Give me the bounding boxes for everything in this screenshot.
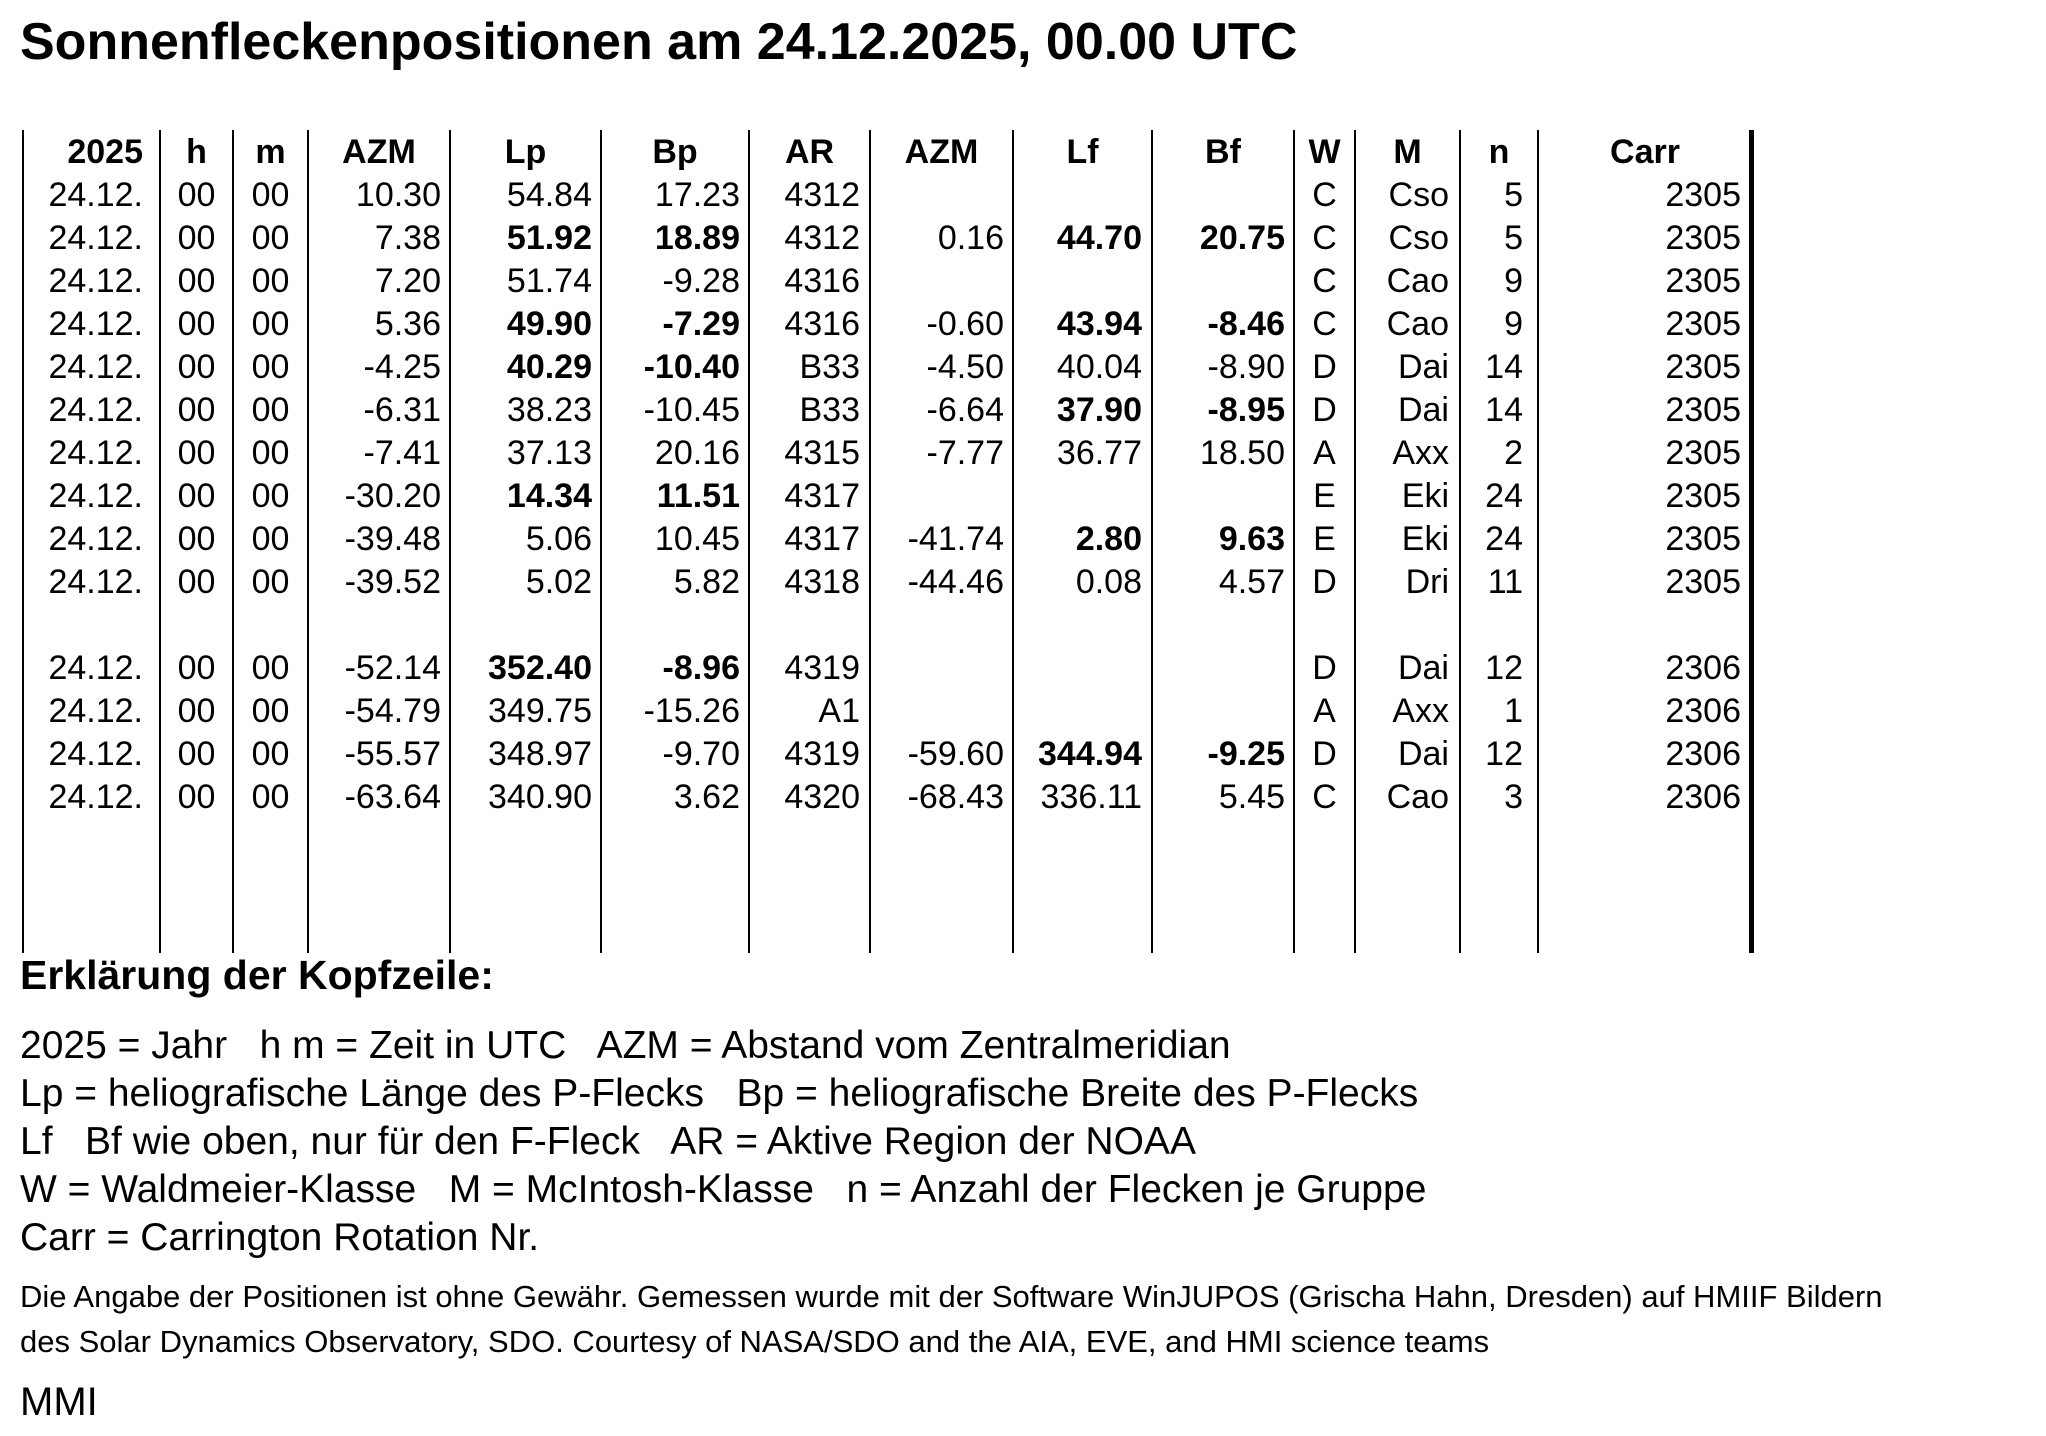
table-cell: 0.16 <box>937 219 1004 257</box>
table-cell: 10.30 <box>355 176 441 214</box>
table-cell: 4319 <box>784 735 860 773</box>
column-header: n <box>1488 133 1510 171</box>
table-cell: 5 <box>1504 219 1523 257</box>
sunspot-position-table <box>22 130 1756 953</box>
table-cell: 1 <box>1504 692 1523 730</box>
column-header: m <box>255 133 286 171</box>
table-cell: 4315 <box>784 434 860 472</box>
table-cell: E <box>1313 520 1336 558</box>
column-header: W <box>1308 133 1341 171</box>
table-cell: 17.23 <box>654 176 740 214</box>
table-cell: 00 <box>251 649 290 687</box>
table-cell: 00 <box>177 262 216 300</box>
table-cell: D <box>1312 391 1337 429</box>
signature: MMI <box>20 1380 98 1424</box>
legend-lines <box>20 1022 1426 1262</box>
table-row <box>22 647 1756 690</box>
table-cell: -44.46 <box>907 563 1004 601</box>
column-header: Bf <box>1205 133 1241 171</box>
table-cell <box>1152 260 1294 303</box>
table-cell: 24 <box>1485 477 1523 515</box>
column-divider <box>1537 130 1539 953</box>
table-cell: 00 <box>251 778 290 816</box>
column-header: Bp <box>652 133 698 171</box>
table-cell: C <box>1312 305 1337 343</box>
table-cell: 5.45 <box>1218 778 1285 816</box>
column-divider <box>449 130 451 953</box>
table-cell: -39.48 <box>344 520 441 558</box>
column-header: 2025 <box>67 133 143 171</box>
table-cell: Dai <box>1397 649 1449 687</box>
table-cell: Cso <box>1388 176 1449 214</box>
table-cell: 2305 <box>1665 219 1741 257</box>
table-cell: -9.28 <box>662 262 740 300</box>
table-cell: 24.12. <box>48 692 143 730</box>
table-cell: 2305 <box>1665 477 1741 515</box>
table-cell: 4319 <box>784 649 860 687</box>
column-header: AZM <box>342 133 416 171</box>
column-divider <box>600 130 602 953</box>
table-cell: -30.20 <box>344 477 441 515</box>
table-row <box>22 346 1756 389</box>
table-cell: 349.75 <box>488 692 592 730</box>
table-cell: 24.12. <box>48 305 143 343</box>
table-cell: Cao <box>1386 778 1449 816</box>
table-cell: -10.45 <box>643 391 740 429</box>
table-row <box>22 174 1756 217</box>
table-cell: A1 <box>818 692 860 730</box>
table-cell: 12 <box>1485 735 1523 773</box>
table-cell: 43.94 <box>1056 305 1142 343</box>
table-cell: 24.12. <box>48 262 143 300</box>
table-cell: 7.20 <box>374 262 441 300</box>
table-cell: 4317 <box>784 520 860 558</box>
table-cell: 00 <box>177 434 216 472</box>
table-cell: Dai <box>1397 391 1449 429</box>
table-cell: 24.12. <box>48 477 143 515</box>
table-cell: -41.74 <box>907 520 1004 558</box>
header-row <box>22 130 1756 174</box>
column-divider <box>1293 130 1295 953</box>
table-cell <box>1013 475 1152 518</box>
table-cell: 00 <box>177 692 216 730</box>
table-cell: 2306 <box>1665 692 1741 730</box>
disclaimer-line: des Solar Dynamics Observatory, SDO. Courtesy of NASA/SDO and the AIA, EVE, and HMI science teams <box>20 1324 1490 1359</box>
table-cell: 9.63 <box>1218 520 1285 558</box>
table-cell: 00 <box>177 176 216 214</box>
table-cell: 7.38 <box>374 219 441 257</box>
table-cell: 4317 <box>784 477 860 515</box>
column-divider <box>159 130 161 953</box>
table-cell: 00 <box>251 305 290 343</box>
table-right-border <box>1749 130 1754 953</box>
table-cell: 00 <box>251 391 290 429</box>
table-cell: 344.94 <box>1038 735 1142 773</box>
table-cell: C <box>1312 262 1337 300</box>
table-cell: 2305 <box>1665 305 1741 343</box>
table-cell: 00 <box>177 477 216 515</box>
column-header: Carr <box>1610 133 1680 171</box>
table-cell: 00 <box>177 305 216 343</box>
table-cell: 2305 <box>1665 176 1741 214</box>
table-cell: 00 <box>251 477 290 515</box>
table-cell: 00 <box>177 520 216 558</box>
legend-line: Lp = heliografische Länge des P-Flecks Bp = heliografische Breite des P-Flecks <box>20 1072 1419 1115</box>
table-cell: -7.77 <box>926 434 1004 472</box>
table-cell: 2305 <box>1665 348 1741 386</box>
table-cell: 51.74 <box>506 262 592 300</box>
table-cell: 00 <box>177 649 216 687</box>
table-cell: 2306 <box>1665 649 1741 687</box>
table-cell: 18.89 <box>654 219 740 257</box>
table-cell: 24.12. <box>48 649 143 687</box>
table-cell: 2305 <box>1665 262 1741 300</box>
column-divider <box>22 130 24 953</box>
table-cell: 00 <box>251 348 290 386</box>
table-cell: 24.12. <box>48 563 143 601</box>
legend-line: Lf Bf wie oben, nur für den F-Fleck AR = Aktive Region der NOAA <box>20 1120 1196 1163</box>
table-cell: 49.90 <box>506 305 592 343</box>
table-cell: 4312 <box>784 219 860 257</box>
table-cell: 14 <box>1485 348 1523 386</box>
table-cell: -52.14 <box>344 649 441 687</box>
table-cell: 5.02 <box>525 563 592 601</box>
table-cell: 24.12. <box>48 176 143 214</box>
table-cell: B33 <box>799 348 860 386</box>
table-cell: 00 <box>177 735 216 773</box>
table-cell: 24.12. <box>48 219 143 257</box>
table-cell: 4.57 <box>1218 563 1285 601</box>
table-cell: -4.50 <box>926 348 1004 386</box>
table-cell: 00 <box>177 778 216 816</box>
table-cell <box>1013 174 1152 217</box>
table-cell <box>1152 647 1294 690</box>
table-cell: -6.31 <box>363 391 441 429</box>
legend-line: Carr = Carrington Rotation Nr. <box>20 1216 540 1259</box>
table-cell: D <box>1312 649 1337 687</box>
table-cell: 5.06 <box>525 520 592 558</box>
table-cell: -68.43 <box>907 778 1004 816</box>
column-divider <box>232 130 234 953</box>
table-cell: 00 <box>251 563 290 601</box>
table-cell: 18.50 <box>1199 434 1285 472</box>
table-cell: A <box>1313 692 1336 730</box>
table-cell: -8.96 <box>662 649 740 687</box>
table-cell <box>1013 260 1152 303</box>
table-cell: 2 <box>1504 434 1523 472</box>
table-cell: D <box>1312 735 1337 773</box>
table-cell: Dai <box>1397 735 1449 773</box>
table-cell: 5 <box>1504 176 1523 214</box>
table-cell: 00 <box>251 692 290 730</box>
table-cell: 20.75 <box>1199 219 1285 257</box>
table-cell: 51.92 <box>506 219 592 257</box>
disclaimer <box>20 1274 1883 1364</box>
table-cell <box>1152 174 1294 217</box>
table-cell: -54.79 <box>344 692 441 730</box>
table-cell <box>1152 475 1294 518</box>
table-row <box>22 733 1756 776</box>
table-cell: 5.82 <box>673 563 740 601</box>
table-cell: 37.90 <box>1056 391 1142 429</box>
table-cell: 9 <box>1504 305 1523 343</box>
table-cell: C <box>1312 778 1337 816</box>
table-cell: 12 <box>1485 649 1523 687</box>
table-cell: 40.29 <box>506 348 592 386</box>
table-cell: 2305 <box>1665 520 1741 558</box>
table-cell: 24.12. <box>48 348 143 386</box>
table-cell: -10.40 <box>643 348 740 386</box>
table-row <box>22 561 1756 604</box>
table-cell: -55.57 <box>344 735 441 773</box>
table-cell: 2305 <box>1665 434 1741 472</box>
table-cell: 44.70 <box>1056 219 1142 257</box>
table-cell: 20.16 <box>654 434 740 472</box>
table-cell: 00 <box>251 735 290 773</box>
column-header: AR <box>784 133 835 171</box>
table-cell: 0.08 <box>1075 563 1142 601</box>
table-cell: 36.77 <box>1056 434 1142 472</box>
table-cell: D <box>1312 348 1337 386</box>
table-cell <box>870 174 1013 217</box>
table-cell: -0.60 <box>926 305 1004 343</box>
legend-line: 2025 = Jahr h m = Zeit in UTC AZM = Abstand vom Zentralmeridian <box>20 1024 1231 1067</box>
table-cell: 24.12. <box>48 735 143 773</box>
table-cell: Cao <box>1386 305 1449 343</box>
column-divider <box>1459 130 1461 953</box>
table-cell: Dai <box>1397 348 1449 386</box>
table-cell: -9.25 <box>1207 735 1285 773</box>
table-cell: Eki <box>1401 520 1449 558</box>
column-divider <box>307 130 309 953</box>
table-cell: A <box>1313 434 1336 472</box>
table-cell: 24.12. <box>48 391 143 429</box>
table-cell: 14.34 <box>506 477 592 515</box>
table-cell: 2305 <box>1665 563 1741 601</box>
table-cell: 4312 <box>784 176 860 214</box>
table-cell: 340.90 <box>488 778 592 816</box>
table-row <box>22 518 1756 561</box>
table-cell: Axx <box>1392 434 1449 472</box>
table-cell: 00 <box>251 176 290 214</box>
table-cell: -63.64 <box>344 778 441 816</box>
table-cell: 24.12. <box>48 778 143 816</box>
table-cell: Dri <box>1405 563 1449 601</box>
table-cell <box>1152 690 1294 733</box>
table-cell: -4.25 <box>363 348 441 386</box>
table-cell <box>870 260 1013 303</box>
table-cell: Cso <box>1388 219 1449 257</box>
legend-line: W = Waldmeier-Klasse M = McIntosh-Klasse n = Anzahl der Flecken je Gruppe <box>20 1168 1427 1211</box>
table-cell: 2306 <box>1665 735 1741 773</box>
table-row <box>22 776 1756 819</box>
table-cell: 24.12. <box>48 434 143 472</box>
column-header: Lf <box>1066 133 1099 171</box>
table-cell: 11 <box>1487 563 1523 601</box>
table-row <box>22 475 1756 518</box>
table-cell: -7.41 <box>363 434 441 472</box>
table-cell: E <box>1313 477 1336 515</box>
table-cell: 24 <box>1485 520 1523 558</box>
table-cell: 00 <box>251 262 290 300</box>
table-cell: 4320 <box>784 778 860 816</box>
table-cell: 00 <box>177 391 216 429</box>
table-cell: 40.04 <box>1056 348 1142 386</box>
table-cell <box>870 475 1013 518</box>
table-cell: Axx <box>1392 692 1449 730</box>
table-cell: 38.23 <box>506 391 592 429</box>
table-cell: 2.80 <box>1075 520 1142 558</box>
table-cell: 37.13 <box>506 434 592 472</box>
table-cell <box>1013 647 1152 690</box>
table-cell: -8.95 <box>1207 391 1285 429</box>
table-row <box>22 217 1756 260</box>
table-cell: 4318 <box>784 563 860 601</box>
table-cell: 2306 <box>1665 778 1741 816</box>
table-cell: 00 <box>251 434 290 472</box>
table-cell: 5.36 <box>374 305 441 343</box>
table-row <box>22 389 1756 432</box>
table-cell: 2305 <box>1665 391 1741 429</box>
table-cell: Cao <box>1386 262 1449 300</box>
table-cell: -7.29 <box>662 305 740 343</box>
table-row <box>22 303 1756 346</box>
table-cell: 336.11 <box>1040 778 1142 816</box>
column-header: Lp <box>504 133 547 171</box>
spacer-row <box>22 604 1756 647</box>
table-cell: 3 <box>1504 778 1523 816</box>
table-cell: 00 <box>177 348 216 386</box>
table-cell: C <box>1312 176 1337 214</box>
table-cell: -15.26 <box>643 692 740 730</box>
table-cell: C <box>1312 219 1337 257</box>
column-divider <box>1151 130 1153 953</box>
table-cell: 352.40 <box>488 649 592 687</box>
table-cell: B33 <box>799 391 860 429</box>
column-header: M <box>1393 133 1422 171</box>
page-title: Sonnenfleckenpositionen am 24.12.2025, 00.00 UTC <box>20 13 1298 71</box>
table-row <box>22 690 1756 733</box>
table-cell: -8.46 <box>1207 305 1285 343</box>
table-cell <box>870 690 1013 733</box>
table-row <box>22 432 1756 475</box>
table-cell: 4316 <box>784 305 860 343</box>
table-cell: 4316 <box>784 262 860 300</box>
disclaimer-line: Die Angabe der Positionen ist ohne Gewähr. Gemessen wurde mit der Software WinJUPOS (Grischa Hahn, Dresden) auf HMIIF Bildern <box>20 1279 1883 1314</box>
table-cell: 00 <box>177 563 216 601</box>
column-divider <box>1012 130 1014 953</box>
legend-heading: Erklärung der Kopfzeile: <box>20 952 494 998</box>
table-cell: 14 <box>1485 391 1523 429</box>
table-cell: -59.60 <box>907 735 1004 773</box>
table-cell: -8.90 <box>1207 348 1285 386</box>
table-cell: 00 <box>251 219 290 257</box>
table-cell: -6.64 <box>926 391 1004 429</box>
table-cell: 11.51 <box>656 477 740 515</box>
table-cell: 00 <box>177 219 216 257</box>
table-cell: 3.62 <box>673 778 740 816</box>
table-cell: 00 <box>251 520 290 558</box>
table-cell: 9 <box>1504 262 1523 300</box>
table-cell <box>870 647 1013 690</box>
table-cell: 24.12. <box>48 520 143 558</box>
table-cell <box>1013 690 1152 733</box>
table-cell: 54.84 <box>506 176 592 214</box>
table-cell: Eki <box>1401 477 1449 515</box>
table-cell: -39.52 <box>344 563 441 601</box>
table-cell: -9.70 <box>662 735 740 773</box>
table-row <box>22 260 1756 303</box>
column-header: h <box>186 133 207 171</box>
table-cell: 348.97 <box>488 735 592 773</box>
column-divider <box>1354 130 1356 953</box>
column-divider <box>748 130 750 953</box>
column-header: AZM <box>904 133 979 171</box>
table-cell: 10.45 <box>654 520 740 558</box>
table-cell: D <box>1312 563 1337 601</box>
column-divider <box>869 130 871 953</box>
